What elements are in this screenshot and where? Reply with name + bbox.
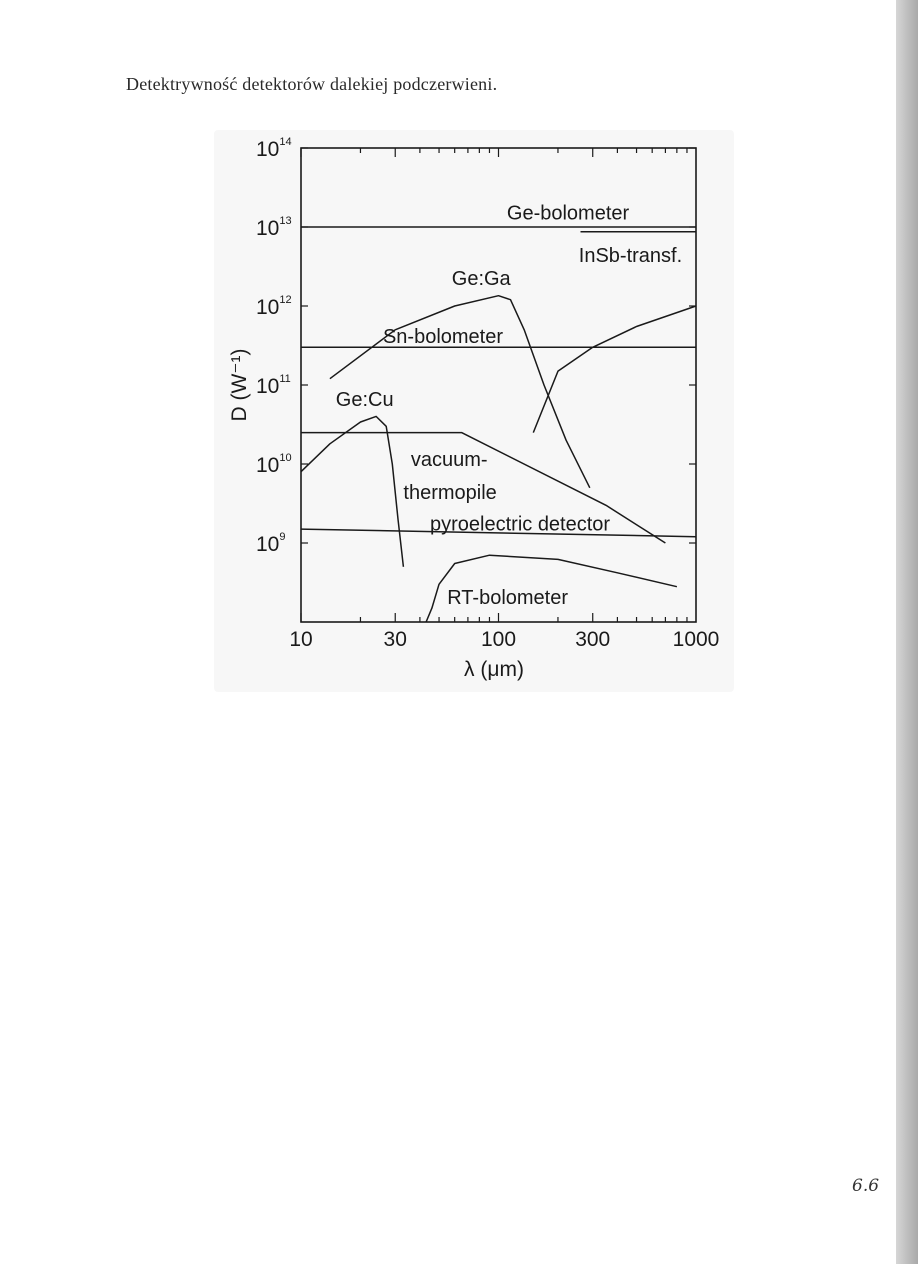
label-ge-ga: Ge:Ga xyxy=(451,267,511,290)
label-ge-cu: Ge:Cu xyxy=(335,389,394,412)
label-ge-bolometer: Ge-bolometer xyxy=(506,202,630,225)
x-tick-label: 100 xyxy=(480,628,517,651)
label-thermopile: thermopile xyxy=(403,482,497,505)
series-line-unlabeled-8 xyxy=(533,306,696,433)
label-rt-bolometer: RT-bolometer xyxy=(447,586,569,609)
page-caption: Detektrywność detektorów dalekiej podczerwieni. xyxy=(126,74,498,94)
plot-frame xyxy=(301,148,696,622)
y-tick-labels xyxy=(256,136,292,556)
x-tick-label: 30 xyxy=(383,628,407,651)
x-tick-label: 10 xyxy=(289,628,313,651)
x-axis-title: λ (μm) xyxy=(464,658,524,681)
series-labels xyxy=(336,202,682,608)
page-number: 6.6 xyxy=(852,1176,880,1196)
series-line-ge-cu xyxy=(301,416,403,566)
y-tick-label: $10^{12}$ xyxy=(256,294,292,319)
x-tick-label: 300 xyxy=(575,628,611,651)
axis-ticks xyxy=(301,148,696,622)
y-tick-label: $10^{13}$ xyxy=(256,215,292,240)
label-vacuum: vacuum- xyxy=(410,448,488,471)
y-tick-label: $10^9$ xyxy=(256,531,286,556)
y-tick-label: $10^{11}$ xyxy=(256,373,291,398)
y-tick-label: $10^{14}$ xyxy=(256,136,292,161)
label-insb-transf: InSb-transf. xyxy=(578,245,683,268)
y-axis-title: D (W⁻¹) xyxy=(228,348,251,422)
x-tick-label: 1000 xyxy=(672,628,720,651)
y-tick-label: $10^{10}$ xyxy=(256,452,292,477)
label-pyroelectric-detector: pyroelectric detector xyxy=(430,513,611,536)
label-sn-bolometer: Sn-bolometer xyxy=(382,326,504,349)
x-tick-labels xyxy=(289,628,719,651)
